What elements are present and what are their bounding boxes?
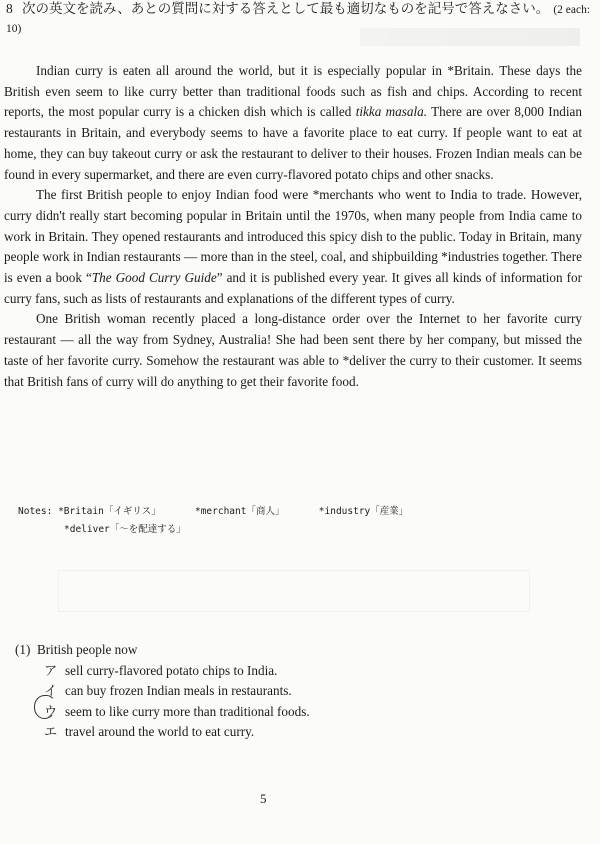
section-number: 8 xyxy=(6,1,13,16)
paragraph-2: The first British people to enjoy Indian food were *merchants who went to India to trade. However, curry didn't really start becoming popular in Britain until the 1970s, when many people from India came to work in Britain. They opened restaurants and introduced this spicy dish to the public. Today in Britain, many people work in Indian restaurants — more than in the steel, coal, and shipbuilding *industries together. There is even a book “The Good Curry Guide” and it is published every year. It gives all kinds of information for curry fans, such as lists of restaurants and explanations of the different types of curry. xyxy=(4,187,582,306)
vocabulary-notes xyxy=(18,503,408,539)
book-title: The Good Curry Guide xyxy=(91,270,217,286)
instruction-text: 次の英文を読み、あとの質問に対する答えとして最も適切なものを記号で答えなさい。 xyxy=(22,1,550,16)
question-stem: (1) British people now xyxy=(15,642,138,657)
option-i[interactable]: イ can buy frozen Indian meals in restaurants. xyxy=(44,683,292,698)
option-a[interactable]: ア sell curry-flavored potato chips to India. xyxy=(44,662,278,678)
note-industry: *industry「産業」 xyxy=(318,506,409,517)
dish-name: tikka masala. xyxy=(355,104,428,120)
points-label: (2 each: 10) xyxy=(6,4,591,35)
page-number: 5 xyxy=(260,791,267,806)
option-e[interactable]: エ travel around the world to eat curry. xyxy=(44,724,255,739)
note-deliver: *deliver「〜を配達する」 xyxy=(64,524,186,535)
section-header xyxy=(6,0,591,38)
note-britain: *Britain「イギリス」 xyxy=(58,506,161,517)
note-merchant: *merchant「商人」 xyxy=(194,506,285,517)
reading-passage xyxy=(4,61,582,392)
option-u[interactable]: ウ seem to like curry more than traditional foods. xyxy=(44,703,310,719)
paragraph-3: One British woman recently placed a long-distance order over the Internet to her favorite curry restaurant — all the way from Sydney, Australia! She had been sent there by her company, but missed the taste of her favorite curry. Somehow the restaurant was able to *deliver the curry to their customer. It seems that British fans of curry will do anything to get their favorite food. xyxy=(4,311,582,389)
bleed-through-box xyxy=(58,570,530,612)
paragraph-1: Indian curry is eaten all around the world, but it is especially popular in *Britain. These days the British even seem to like curry better than traditional foods such as fish and chips. According to recent reports, the most popular curry is a chicken dish which is called tikka masala. There are over 8,000 Indian restaurants in Britain, and everybody seems to have a favorite place to eat curry. If people want to eat at home, they can buy takeout curry or ask the restaurant to deliver to their houses. Frozen Indian meals can be found in every supermarket, and there are even curry-flavored potato chips and other snacks. xyxy=(4,63,582,182)
notes-label: Notes: xyxy=(18,506,53,517)
question-1 xyxy=(15,640,575,743)
